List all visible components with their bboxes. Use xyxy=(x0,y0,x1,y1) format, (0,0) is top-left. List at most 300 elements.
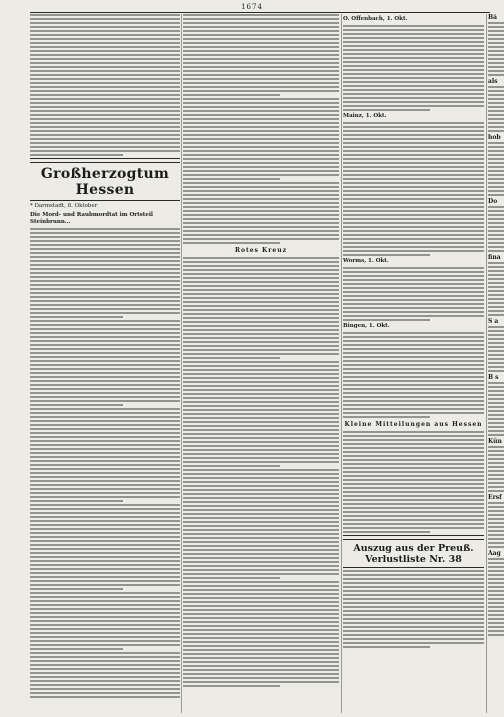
text-line xyxy=(343,238,484,240)
text-line xyxy=(343,53,484,55)
text-line xyxy=(30,432,180,434)
text-line xyxy=(343,69,484,71)
text-line xyxy=(488,26,504,28)
text-line xyxy=(30,652,180,654)
text-line xyxy=(30,504,180,506)
text-line xyxy=(30,380,180,382)
text-line xyxy=(343,166,484,168)
text-line xyxy=(343,408,484,410)
text-line xyxy=(30,256,180,258)
text-line xyxy=(488,250,504,252)
edge-fragment: Aag xyxy=(488,550,501,557)
text-line xyxy=(183,681,339,683)
text-line xyxy=(343,126,484,128)
text-line xyxy=(488,266,504,268)
text-line xyxy=(30,500,123,502)
text-line xyxy=(343,158,484,160)
text-line xyxy=(183,94,280,96)
text-line xyxy=(30,360,180,362)
text-line xyxy=(488,594,504,596)
text-line xyxy=(183,477,339,479)
text-line xyxy=(488,218,504,220)
text-line xyxy=(183,357,280,359)
article-body xyxy=(343,122,484,256)
text-line xyxy=(343,646,430,648)
text-line xyxy=(183,601,339,603)
text-line xyxy=(488,54,504,56)
text-line xyxy=(183,126,339,128)
text-line xyxy=(343,634,484,636)
text-line xyxy=(30,138,180,140)
text-line xyxy=(183,525,339,527)
text-line xyxy=(343,622,484,624)
text-line xyxy=(488,466,504,468)
text-line xyxy=(343,85,484,87)
text-line xyxy=(30,584,180,586)
text-line xyxy=(343,499,484,501)
text-line xyxy=(343,570,484,572)
text-line xyxy=(183,134,339,136)
text-line xyxy=(30,126,180,128)
text-line xyxy=(30,564,180,566)
text-line xyxy=(183,102,339,104)
text-line xyxy=(488,402,504,404)
text-line xyxy=(30,344,180,346)
article-body xyxy=(488,86,504,132)
text-line xyxy=(488,210,504,212)
text-line xyxy=(183,277,339,279)
text-line xyxy=(488,146,504,148)
text-line xyxy=(183,417,339,419)
text-line xyxy=(343,352,484,354)
text-line xyxy=(488,458,504,460)
text-line xyxy=(488,94,504,96)
text-line xyxy=(343,451,484,453)
text-line xyxy=(30,588,123,590)
text-line xyxy=(343,134,484,136)
text-line xyxy=(30,600,180,602)
text-line xyxy=(343,291,484,293)
text-line xyxy=(30,118,180,120)
text-line xyxy=(183,222,339,224)
text-line xyxy=(343,97,484,99)
text-line xyxy=(488,102,504,104)
text-line xyxy=(183,341,339,343)
text-line xyxy=(30,408,180,410)
text-line xyxy=(30,228,180,230)
text-line xyxy=(183,557,339,559)
text-line xyxy=(343,594,484,596)
text-line xyxy=(488,98,504,100)
text-line xyxy=(183,649,339,651)
text-line xyxy=(488,182,504,184)
text-line xyxy=(488,290,504,292)
text-line xyxy=(183,62,339,64)
text-line xyxy=(183,309,339,311)
text-line xyxy=(183,665,339,667)
text-line xyxy=(488,274,504,276)
text-line xyxy=(488,238,504,240)
text-line xyxy=(343,332,484,334)
text-line xyxy=(343,503,484,505)
text-line xyxy=(183,489,339,491)
text-line xyxy=(343,182,484,184)
text-line xyxy=(488,346,504,348)
text-line xyxy=(488,586,504,588)
text-line xyxy=(30,608,180,610)
text-line xyxy=(30,244,180,246)
text-line xyxy=(30,644,180,646)
text-line xyxy=(343,214,484,216)
text-line xyxy=(183,497,339,499)
text-line xyxy=(343,49,484,51)
text-line xyxy=(343,61,484,63)
text-line xyxy=(183,609,339,611)
article-body xyxy=(30,228,180,698)
text-line xyxy=(183,533,339,535)
text-line xyxy=(488,590,504,592)
text-line xyxy=(488,450,504,452)
text-line xyxy=(343,101,484,103)
text-line xyxy=(488,34,504,36)
text-line xyxy=(183,633,339,635)
text-line xyxy=(30,66,180,68)
text-line xyxy=(488,350,504,352)
section-heading: Kleine Mitteilungen aus Hessen xyxy=(344,421,483,428)
text-line xyxy=(30,264,180,266)
text-line xyxy=(488,86,504,88)
text-line xyxy=(488,50,504,52)
text-line xyxy=(488,422,504,424)
text-line xyxy=(183,365,339,367)
text-line xyxy=(30,572,180,574)
text-line xyxy=(488,574,504,576)
text-line xyxy=(30,82,180,84)
article-body xyxy=(488,502,504,548)
text-line xyxy=(30,416,180,418)
text-line xyxy=(488,186,504,188)
text-line xyxy=(488,190,504,192)
text-line xyxy=(343,467,484,469)
text-line xyxy=(183,110,339,112)
text-line xyxy=(30,396,180,398)
article-body xyxy=(183,257,339,687)
text-line xyxy=(30,236,180,238)
article-body xyxy=(343,332,484,418)
text-line xyxy=(30,428,180,430)
text-line xyxy=(30,22,180,24)
text-line xyxy=(30,472,180,474)
edge-fragment: S a xyxy=(488,318,499,325)
text-line xyxy=(30,292,180,294)
text-line xyxy=(30,696,180,698)
text-line xyxy=(30,672,180,674)
text-line xyxy=(183,281,339,283)
text-line xyxy=(183,182,339,184)
edge-fragment: Do xyxy=(488,198,498,205)
text-line xyxy=(30,276,180,278)
text-line xyxy=(183,261,339,263)
text-line xyxy=(30,492,180,494)
text-line xyxy=(30,400,180,402)
text-line xyxy=(30,376,180,378)
text-line xyxy=(30,552,180,554)
text-line xyxy=(343,404,484,406)
text-line xyxy=(488,570,504,572)
text-line xyxy=(30,352,180,354)
text-line xyxy=(343,336,484,338)
text-line xyxy=(30,424,180,426)
text-line xyxy=(30,74,180,76)
text-line xyxy=(488,610,504,612)
text-line xyxy=(30,524,180,526)
text-line xyxy=(30,372,180,374)
text-line xyxy=(30,248,180,250)
text-line xyxy=(183,353,339,355)
text-line xyxy=(343,25,484,27)
text-line xyxy=(488,110,504,112)
text-line xyxy=(488,538,504,540)
text-line xyxy=(488,58,504,60)
column-3 xyxy=(343,14,484,713)
text-line xyxy=(183,170,339,172)
text-line xyxy=(30,106,180,108)
text-line xyxy=(343,250,484,252)
text-line xyxy=(488,370,504,372)
text-line xyxy=(183,361,339,363)
text-line xyxy=(343,146,484,148)
text-line xyxy=(30,94,180,96)
text-line xyxy=(488,154,504,156)
text-line xyxy=(30,368,180,370)
text-line xyxy=(343,186,484,188)
text-line xyxy=(183,421,339,423)
text-line xyxy=(343,455,484,457)
text-line xyxy=(30,496,180,498)
text-line xyxy=(343,340,484,342)
text-line xyxy=(183,565,339,567)
text-line xyxy=(343,356,484,358)
text-line xyxy=(343,154,484,156)
text-line xyxy=(343,523,484,525)
text-line xyxy=(488,142,504,144)
text-line xyxy=(488,490,504,492)
text-line xyxy=(30,620,180,622)
text-line xyxy=(488,618,504,620)
text-line xyxy=(30,444,180,446)
text-line xyxy=(183,234,339,236)
text-line xyxy=(30,280,180,282)
article-body xyxy=(488,22,504,76)
text-line xyxy=(183,273,339,275)
text-line xyxy=(183,70,339,72)
text-line xyxy=(343,267,484,269)
text-line xyxy=(183,289,339,291)
text-line xyxy=(488,578,504,580)
text-line xyxy=(183,194,339,196)
text-line xyxy=(30,480,180,482)
text-line xyxy=(488,294,504,296)
text-line xyxy=(343,384,484,386)
text-line xyxy=(343,527,484,529)
text-line xyxy=(30,516,180,518)
header-rule xyxy=(30,12,490,13)
text-line xyxy=(183,337,339,339)
text-line xyxy=(343,372,484,374)
text-line xyxy=(183,174,339,176)
text-line xyxy=(343,41,484,43)
page-number: 1674 xyxy=(241,3,263,11)
text-line xyxy=(183,98,339,100)
text-line xyxy=(343,396,484,398)
text-line xyxy=(30,464,180,466)
text-line xyxy=(488,502,504,504)
text-line xyxy=(343,507,484,509)
text-line xyxy=(183,405,339,407)
text-line xyxy=(488,334,504,336)
text-line xyxy=(183,409,339,411)
text-line xyxy=(30,412,180,414)
text-line xyxy=(488,430,504,432)
text-line xyxy=(30,656,180,658)
text-line xyxy=(488,470,504,472)
text-line xyxy=(343,610,484,612)
text-line xyxy=(343,471,484,473)
text-line xyxy=(343,439,484,441)
text-line xyxy=(343,275,484,277)
text-line xyxy=(488,526,504,528)
text-line xyxy=(183,190,339,192)
text-line xyxy=(343,210,484,212)
text-line xyxy=(183,242,280,244)
text-line xyxy=(343,463,484,465)
text-line xyxy=(30,288,180,290)
text-line xyxy=(30,488,180,490)
column-4-edge xyxy=(488,14,504,713)
text-line xyxy=(488,446,504,448)
text-line xyxy=(488,382,504,384)
text-line xyxy=(343,109,430,111)
text-line xyxy=(183,561,339,563)
text-line xyxy=(30,328,180,330)
text-line xyxy=(30,676,180,678)
text-line xyxy=(30,130,180,132)
text-line xyxy=(343,287,484,289)
text-line xyxy=(30,356,180,358)
text-line xyxy=(488,38,504,40)
text-line xyxy=(488,566,504,568)
text-line xyxy=(183,617,339,619)
text-line xyxy=(488,354,504,356)
text-line xyxy=(183,321,339,323)
text-line xyxy=(488,510,504,512)
text-line xyxy=(488,270,504,272)
casualty-list-heading: Auszug aus der Preuß. Verlustliste Nr. 38 xyxy=(353,543,474,565)
text-line xyxy=(343,226,484,228)
text-line xyxy=(183,82,339,84)
text-line xyxy=(30,316,123,318)
text-line xyxy=(488,22,504,24)
text-line xyxy=(488,226,504,228)
text-line xyxy=(183,629,339,631)
text-line xyxy=(488,302,504,304)
text-line xyxy=(30,512,180,514)
text-line xyxy=(183,589,339,591)
text-line xyxy=(488,522,504,524)
text-line xyxy=(488,338,504,340)
text-line xyxy=(488,514,504,516)
text-line xyxy=(343,388,484,390)
article-body xyxy=(183,14,339,244)
text-line xyxy=(30,308,180,310)
text-line xyxy=(488,70,504,72)
text-line xyxy=(343,283,484,285)
text-line xyxy=(488,114,504,116)
text-line xyxy=(183,401,339,403)
text-line xyxy=(183,186,339,188)
text-line xyxy=(183,529,339,531)
text-line xyxy=(30,146,180,148)
text-line xyxy=(183,74,339,76)
text-line xyxy=(343,37,484,39)
text-line xyxy=(183,577,280,579)
text-line xyxy=(488,330,504,332)
text-line xyxy=(183,413,339,415)
article-body xyxy=(343,25,484,111)
text-line xyxy=(183,142,339,144)
text-line xyxy=(30,42,180,44)
text-line xyxy=(30,364,180,366)
text-line xyxy=(488,414,504,416)
text-line xyxy=(183,46,339,48)
text-line xyxy=(183,425,339,427)
text-line xyxy=(343,218,484,220)
text-line xyxy=(183,573,339,575)
text-line xyxy=(343,364,484,366)
text-line xyxy=(183,585,339,587)
text-line xyxy=(488,482,504,484)
text-line xyxy=(183,389,339,391)
text-line xyxy=(343,511,484,513)
text-line xyxy=(488,542,504,544)
text-line xyxy=(30,142,180,144)
text-line xyxy=(183,14,339,16)
article-lead: Worms, 1. Okt. xyxy=(343,258,389,264)
text-line xyxy=(30,688,180,690)
text-line xyxy=(343,190,484,192)
text-line xyxy=(30,456,180,458)
text-line xyxy=(30,420,180,422)
column-separator xyxy=(341,14,342,713)
article-body xyxy=(343,267,484,321)
text-line xyxy=(343,618,484,620)
text-line xyxy=(343,606,484,608)
text-line xyxy=(30,154,123,156)
text-line xyxy=(488,366,504,368)
article-lead: Bingen, 1. Okt. xyxy=(343,323,390,329)
text-line xyxy=(488,326,504,328)
text-line xyxy=(488,126,504,128)
text-line xyxy=(343,412,484,414)
text-line xyxy=(343,150,484,152)
text-line xyxy=(183,150,339,152)
text-line xyxy=(30,664,180,666)
text-line xyxy=(183,293,339,295)
text-line xyxy=(183,230,339,232)
text-line xyxy=(343,77,484,79)
text-line xyxy=(30,536,180,538)
text-line xyxy=(343,222,484,224)
